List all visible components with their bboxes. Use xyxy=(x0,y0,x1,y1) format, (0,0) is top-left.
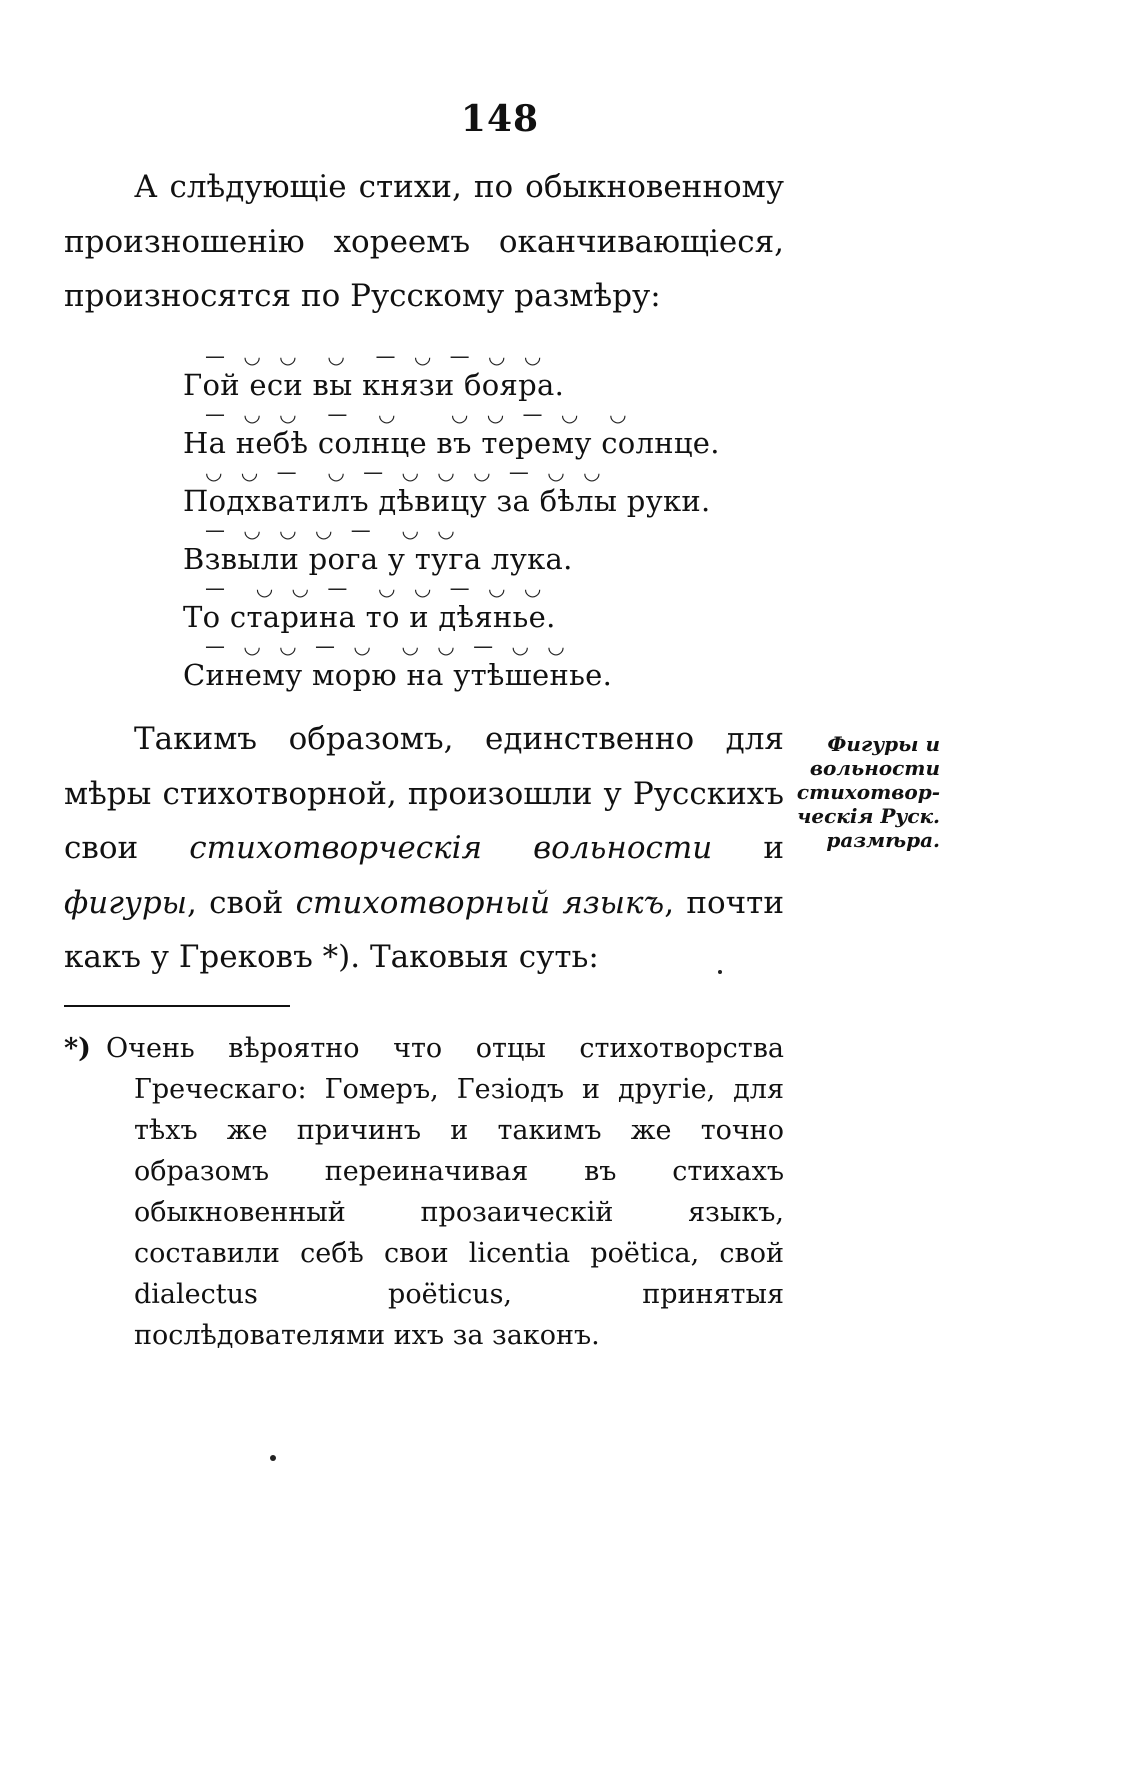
footnote-separator xyxy=(64,1005,290,1007)
main-paragraph xyxy=(64,712,784,985)
main-text-part: , почти какъ у Грековъ *). Таковыя суть: xyxy=(64,884,784,975)
meter-scansion: — ◡ ◡ — ◡ ◡ — ◡ ◡ xyxy=(205,576,548,600)
verse-line: Взвыли рога у туга лука. xyxy=(183,542,573,576)
verse-line: Гой еси вы князи бояра. xyxy=(183,368,565,402)
main-text-part: , свой xyxy=(186,884,296,921)
verse-examples xyxy=(183,345,823,693)
intro-paragraph xyxy=(64,160,784,324)
verse-line: То старина то и дѣянье. xyxy=(183,600,556,634)
print-speck xyxy=(270,1455,276,1461)
main-text-part: и xyxy=(712,830,785,866)
italic-term: стихотворный языкъ xyxy=(295,884,665,921)
main-text-part: Такимъ образомъ, единственно для мѣры стихотворной, произошли у Русскихъ свои xyxy=(64,721,784,866)
margin-note xyxy=(790,732,940,852)
main-text xyxy=(64,712,784,985)
italic-term: фигуры xyxy=(64,884,187,921)
verse-item xyxy=(183,635,823,693)
verse-line: Подхватилъ дѣвицу за бѣлы руки. xyxy=(183,484,711,518)
footnote-mark: *) xyxy=(64,1033,91,1064)
margin-note-line: размѣра. xyxy=(826,828,940,852)
italic-term: стихотворческія вольности xyxy=(189,830,713,866)
margin-note-line: Фигуры и xyxy=(827,732,940,756)
verse-item xyxy=(183,403,823,461)
meter-scansion: — ◡ ◡ ◡ — ◡ — ◡ ◡ xyxy=(205,344,548,368)
margin-note-line: вольности xyxy=(809,756,940,780)
verse-item xyxy=(183,345,823,403)
margin-note-line: стихотвор- xyxy=(796,780,940,804)
meter-scansion: ◡ ◡ — ◡ — ◡ ◡ ◡ — ◡ ◡ xyxy=(205,460,607,484)
verse-item xyxy=(183,519,823,577)
verse-item xyxy=(183,461,823,519)
meter-scansion: — ◡ ◡ ◡ — ◡ ◡ xyxy=(205,518,461,542)
footnote-text: Очень вѣроятно что отцы стихотворства Греческаго: Гомеръ, Гезіодъ и другіе, для тѣхъ же причинъ и такимъ же точно образомъ переиначивая въ стихахъ обыкновенный прозаическій языкъ, составили себѣ свои licentia poëtica, свой dialectus poëticus, принятыя послѣдователями ихъ за законъ. xyxy=(106,1033,784,1351)
footnote xyxy=(64,1028,784,1356)
verse-line: На небѣ солнце въ терему солнце. xyxy=(183,426,720,460)
page-number: 148 xyxy=(460,98,540,140)
verse-item xyxy=(183,577,823,635)
verse-line: Синему морю на утѣшенье. xyxy=(183,658,613,692)
meter-scansion: — ◡ ◡ — ◡ ◡ ◡ — ◡ ◡ xyxy=(205,402,633,426)
print-speck xyxy=(718,970,722,974)
intro-text: А слѣдующіе стихи, по обыкновенному произношенію хореемъ оканчивающіеся, произносятся по Русскому размѣру: xyxy=(64,169,784,314)
margin-note-line: ческія Руск. xyxy=(797,804,940,828)
meter-scansion: — ◡ ◡ — ◡ ◡ ◡ — ◡ ◡ xyxy=(205,634,571,658)
